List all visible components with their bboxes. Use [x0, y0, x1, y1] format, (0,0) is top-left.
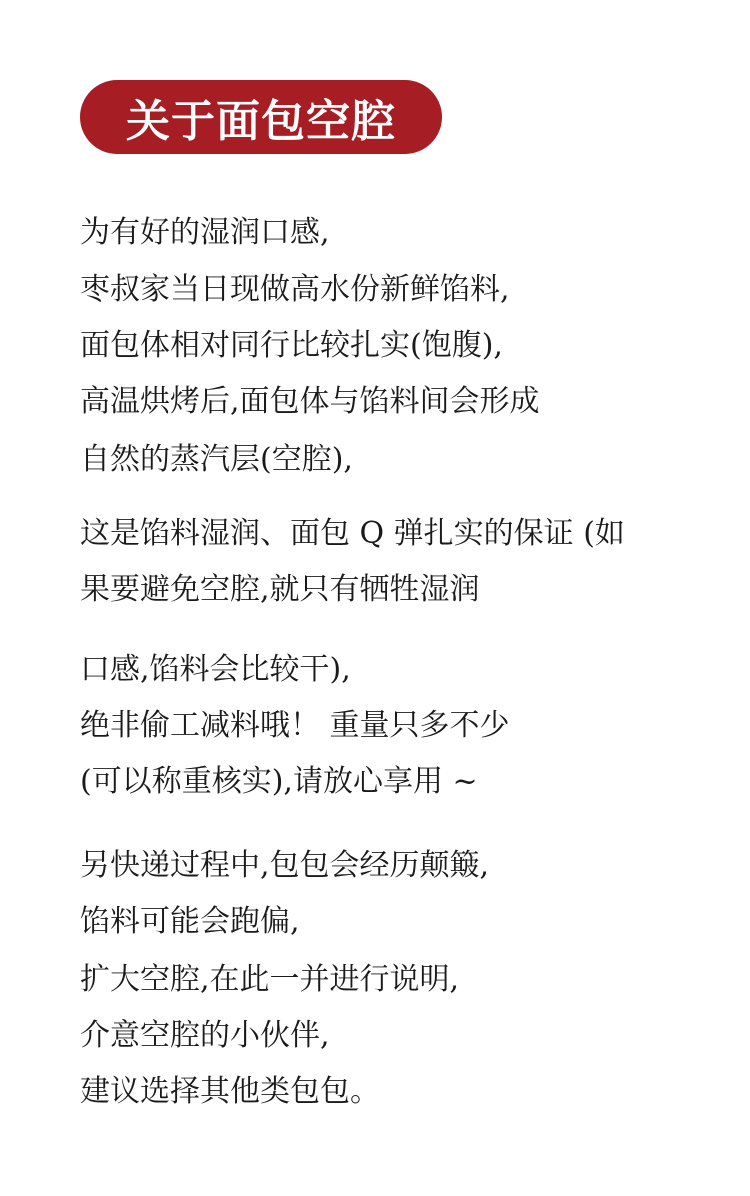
text-line: 另快递过程中,包包会经历颠簸,: [80, 848, 490, 883]
text-line: 馅料可能会跑偏,: [80, 904, 300, 939]
text-line: 面包体相对同行比较扎实(饱腹),: [80, 328, 503, 363]
section-title: 关于面包空腔: [126, 96, 396, 147]
text-line: 这是馅料湿润、面包 Q 弹扎实的保证 (如: [80, 516, 625, 551]
text-line: 自然的蒸汽层(空腔),: [80, 442, 353, 477]
section-title-badge: [80, 80, 442, 154]
text-line: 介意空腔的小伙伴,: [80, 1018, 330, 1053]
text-line: 口感,馅料会比较干),: [80, 652, 351, 687]
text-line: 果要避免空腔,就只有牺牲湿润: [80, 572, 480, 607]
text-line: 扩大空腔,在此一并进行说明,: [80, 962, 460, 997]
text-line: 建议选择其他类包包。: [80, 1074, 380, 1109]
text-line: 高温烘烤后,面包体与馅料间会形成: [80, 384, 540, 419]
text-line: 枣叔家当日现做高水份新鲜馅料,: [80, 272, 510, 307]
text-line: 为有好的湿润口感,: [80, 215, 330, 250]
text-line: (可以称重核实),请放心享用 ~: [80, 764, 478, 799]
text-line: 绝非偷工减料哦！ 重量只多不少: [80, 708, 510, 743]
